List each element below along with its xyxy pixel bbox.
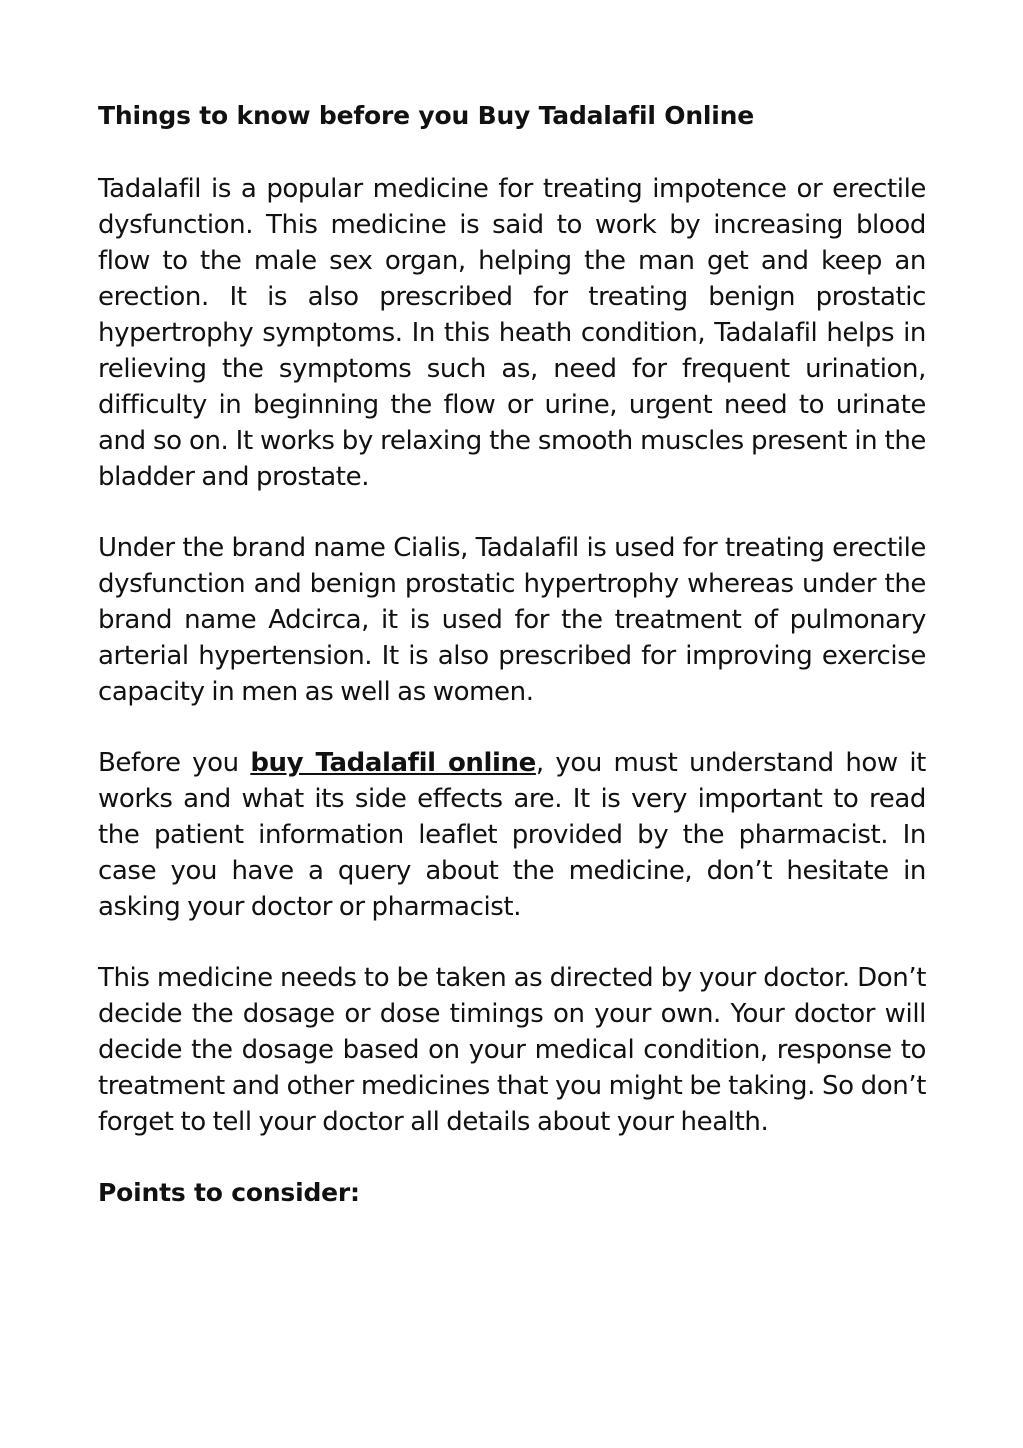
paragraph-before-buying-lead: Before you <box>98 748 251 778</box>
paragraph-brand-names: Under the brand name Cialis, Tadalafil is used for treating erectile dysfunction and benign prostatic hypertrophy whereas under the brand name Adcirca, it is used for the treatment of pulmonary arterial hypertension. It is also prescribed for improving exercise capacity in men as well as women. <box>98 533 926 707</box>
paragraph-before-buying <box>98 745 926 925</box>
points-to-consider-heading: Points to consider: <box>98 1178 360 1207</box>
document-page <box>98 96 926 1211</box>
paragraph-dosage: This medicine needs to be taken as directed by your doctor. Don’t decide the dosage or dose timings on your own. Your doctor will decide the dosage based on your medical condition, response to treatment and other medicines that you might be taking. So don’t forget to tell your doctor all details about your health. <box>98 963 926 1137</box>
document-title: Things to know before you Buy Tadalafil Online <box>98 101 755 130</box>
buy-tadalafil-online-link[interactable]: buy Tadalafil online <box>250 748 536 778</box>
paragraph-before-buying-rest: , you must understand how it works and what its side effects are. It is very important to read the patient information leaflet provided by the pharmacist. In case you have a query about the medicine, don’t hesitate in asking your doctor or pharmacist. <box>98 748 926 922</box>
paragraph-intro: Tadalafil is a popular medicine for treating impotence or erectile dysfunction. This medicine is said to work by increasing blood flow to the male sex organ, helping the man get and keep an erection. It is also prescribed for treating benign prostatic hypertrophy symptoms. In this heath condition, Tadalafil helps in relieving the symptoms such as, need for frequent urination, difficulty in beginning the flow or urine, urgent need to urinate and so on. It works by relaxing the smooth muscles present in the bladder and prostate. <box>98 174 926 492</box>
